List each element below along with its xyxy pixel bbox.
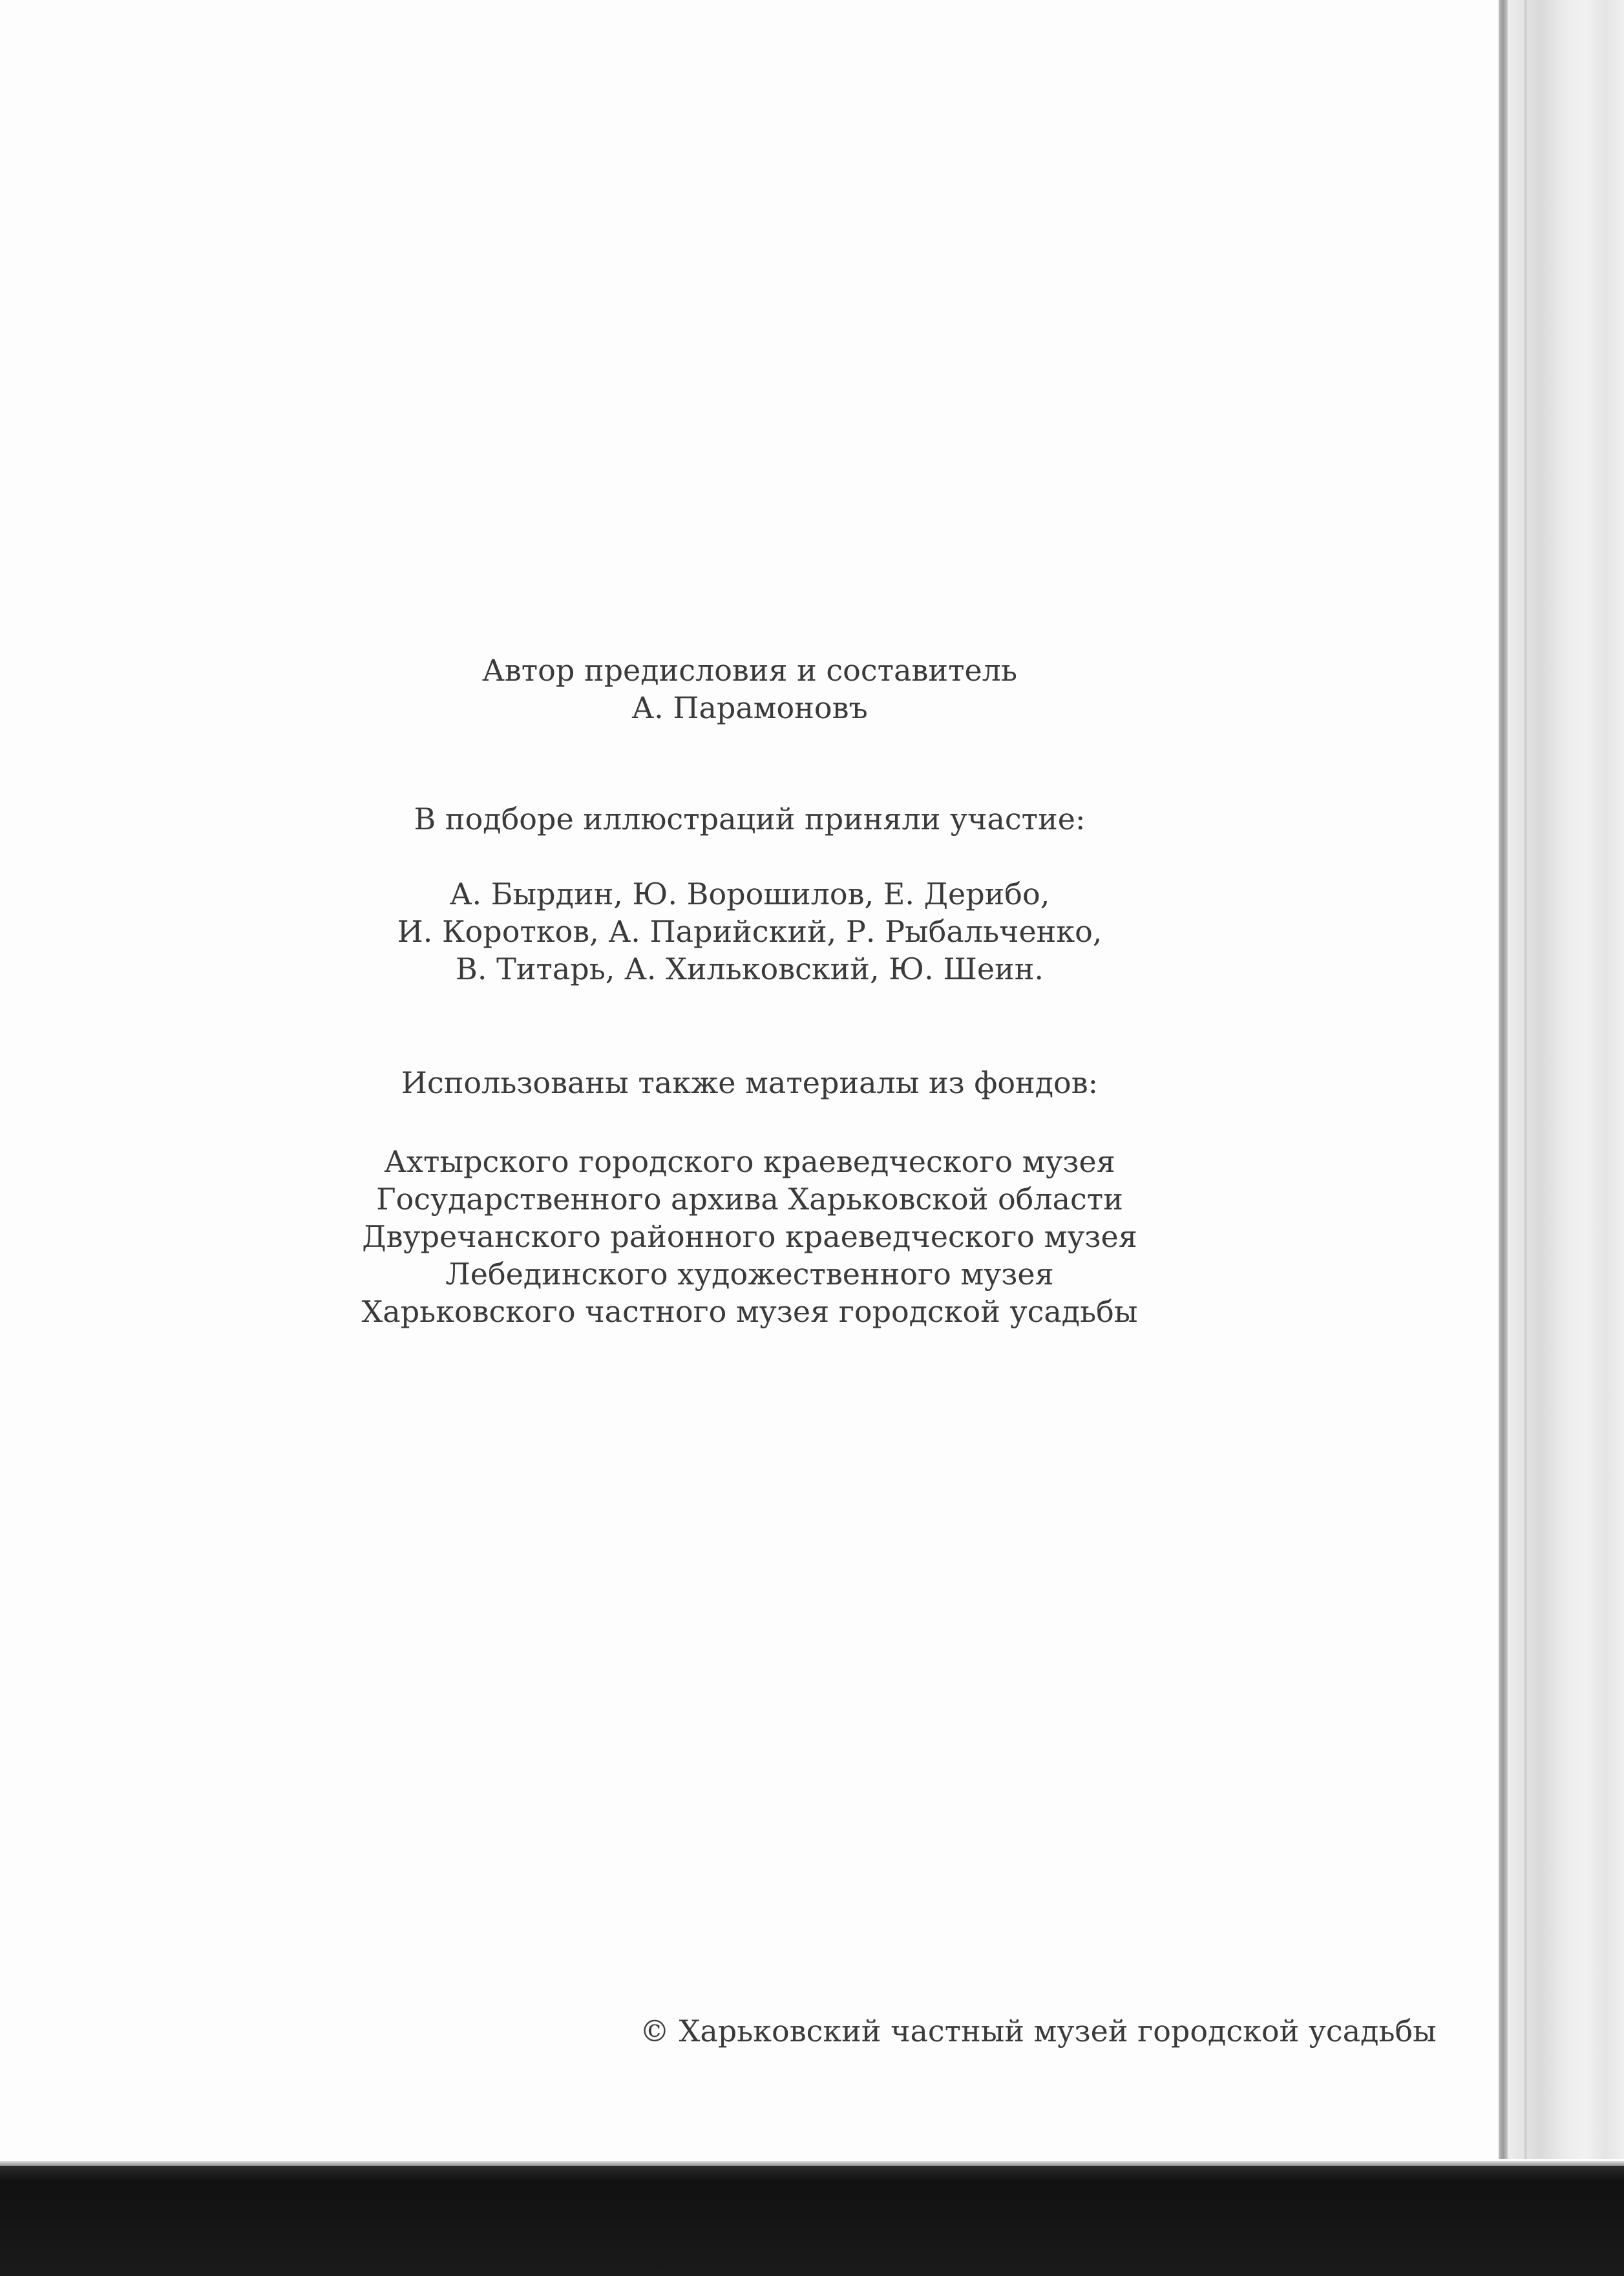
- copyright-notice: © Харьковский частный музей городской усадьбы: [640, 2014, 1437, 2048]
- fund-source: Харьковского частного музея городской усадьбы: [361, 1294, 1138, 1329]
- illustrations-names-block: [0, 875, 1499, 988]
- contributors-line: В. Титарь, А. Хильковский, Ю. Шеин.: [456, 952, 1044, 986]
- binding-edge-line-secondary: [1524, 0, 1527, 2159]
- illustrations-heading-block: [0, 800, 1499, 838]
- binding-edge-line: [1499, 0, 1508, 2159]
- funds-sources-block: [0, 1143, 1499, 1330]
- author-block: [0, 652, 1499, 727]
- binding-edge-strip: [1501, 0, 1624, 2159]
- author-name: А. Парамоновъ: [631, 690, 868, 725]
- bottom-scan-band: [0, 2166, 1624, 2276]
- author-role: Автор предисловия и составитель: [482, 653, 1017, 688]
- bottom-band-edge: [0, 2161, 1624, 2166]
- illustrations-heading: В подборе иллюстраций приняли участие:: [414, 802, 1086, 836]
- contributors-line: А. Бырдин, Ю. Ворошилов, Е. Дерибо,: [449, 877, 1050, 911]
- fund-source: Лебединского художественного музея: [445, 1257, 1054, 1292]
- fund-source: Ахтырского городского краеведческого музея: [384, 1144, 1115, 1179]
- fund-source: Двуречанского районного краеведческого музея: [362, 1219, 1137, 1254]
- funds-heading: Использованы также материалы из фондов:: [401, 1065, 1099, 1100]
- funds-heading-block: [0, 1064, 1499, 1101]
- contributors-line: И. Коротков, А. Парийский, Р. Рыбальченко,: [397, 914, 1102, 949]
- fund-source: Государственного архива Харьковской области: [376, 1182, 1123, 1217]
